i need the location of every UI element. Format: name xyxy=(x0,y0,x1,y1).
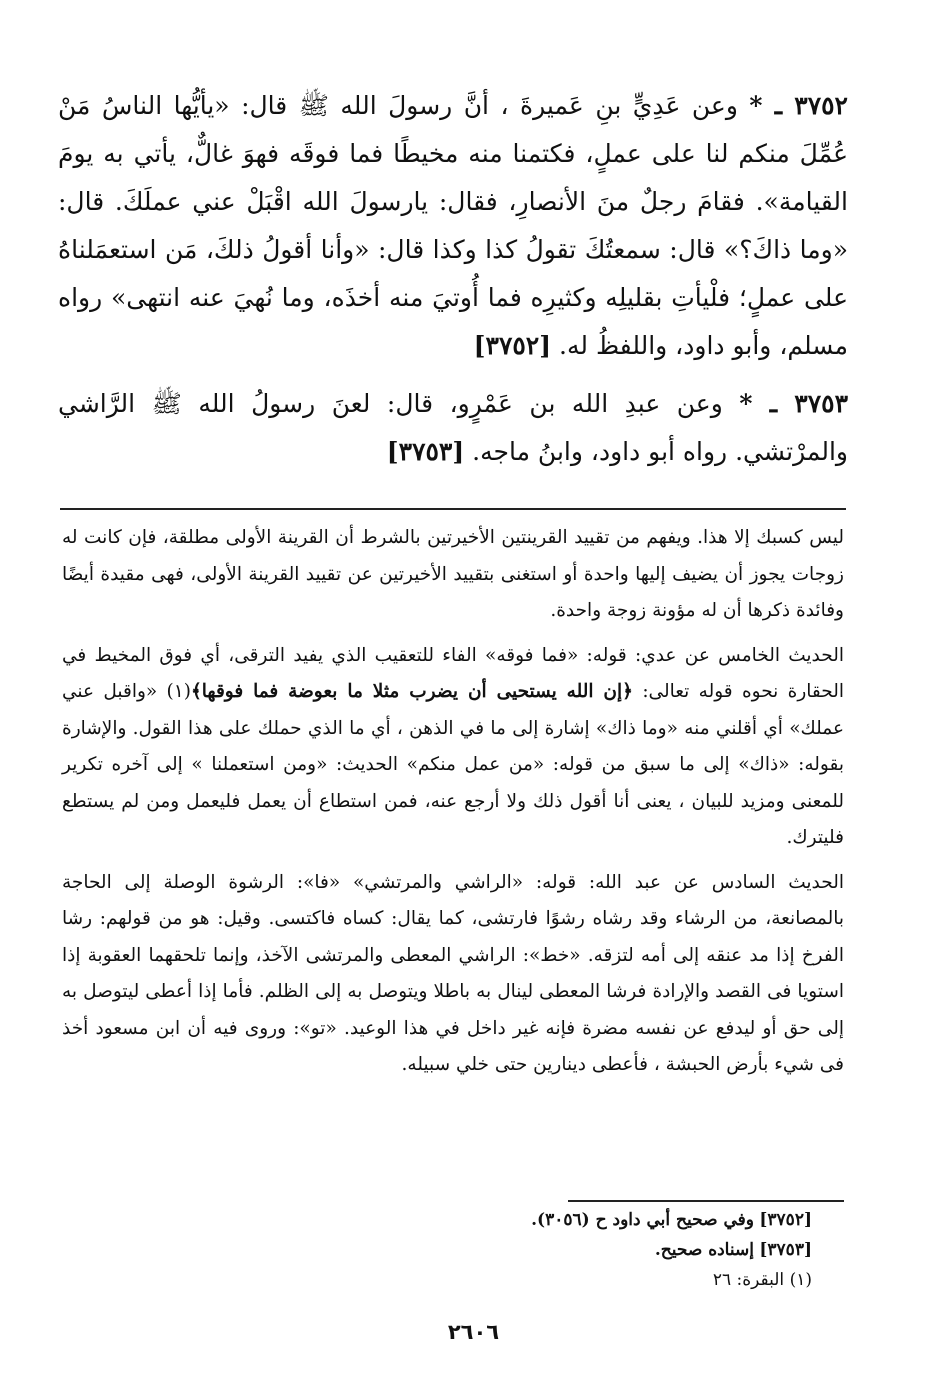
hadith-text: وعن عَدِيٍّ بنِ عَميرةَ ، أنَّ رسولَ الله ﷺ قال: «يأيُّها الناسُ مَنْ عُمِّلَ منكم لنا على عملٍ، فكتمنا منه مخيطًا فما فوقَه فهوَ غالٌّ، يأتي به يومَ القيامة». فقامَ رجلٌ منَ الأنصارِ، فقال: يارسولَ الله اقْبَلْ عني عملَكَ. قال: «وما ذاكَ؟» قال: سمعتُكَ تقولُ كذا وكذا قال: «وأنا أقولُ ذلكَ، مَن استعمَلناهُ على عملٍ؛ فلْيأتِ بقليلِه وكثيرِه فما أُوتيَ منه أخذَه، وما نُهيَ عنه انتهى» رواه مسلم، وأبو داود، واللفظُ له. xyxy=(58,91,848,360)
footnotes xyxy=(531,1205,812,1295)
hadith-reference: [٣٧٥٢] xyxy=(473,331,552,360)
hadith-3753 xyxy=(58,380,848,476)
hadith-3752 xyxy=(58,82,848,370)
hadith-number: ٣٧٥٢ ـ * xyxy=(749,91,848,120)
commentary-paragraph: ليس كسبك إلا هذا. ويفهم من تقييد القرينتين الأخيرتين بالشرط أن القرينة الأولى مطلقة، فإن كانت له زوجات يجوز أن يضيف إليها واحدة أو استغنى بتقييد الأخيرتين عن تقييد القرينة الأولى، فهى مقيدة أيضًا وفائدة ذكرها أن له مؤونة زوجة واحدة. xyxy=(62,527,844,621)
footnote-id: [٣٧٥٣] xyxy=(759,1240,812,1260)
footnote-text: وفي صحيح أبي داود ح (٣٠٥٦). xyxy=(531,1210,754,1230)
footnote-text: البقرة: ٢٦ xyxy=(712,1270,785,1290)
quran-verse: ﴿إن الله يستحيى أن يضرب مثلا ما بعوضة فما فوقها﴾ xyxy=(190,681,633,702)
commentary-paragraph: الحديث السادس عن عبد الله: قوله: «الراشي والمرتشي» «فا»: الرشوة الوصلة إلى الحاجة بالمصانعة، من الرشاء وقد رشاه رشوًا فارتشى، كما يقال: كساه فاكتسى. وقيل: هو من قولهم: رشا الفرخ إذا مد عنقه إلى أمه لتزقه. «خط»: الراشي المعطى والمرتشى الآخذ، وإنما تلحقهما العقوبة إذا استويا فى القصد والإرادة فرشا المعطى لينال به باطلا ويتوصل به إلى الظلم. فأما إذا أعطى ليتوصل به إلى حق أو ليدفع عن نفسه مضرة فإنه غير داخل في هذا الوعيد. «تو»: وروى فيه أن ابن مسعود أخذ فى شيء بأرض الحبشة ، فأعطى دينارين حتى خلي سبيله. xyxy=(62,871,844,1075)
commentary-text: الحديث الخامس عن عدي: قوله: «فما فوقه» الفاء للتعقيب الذي يفيد الترقى، أي فوق المخيط في الحقارة نحوه قوله تعالى: xyxy=(62,644,844,702)
hadith-reference: [٣٧٥٣] xyxy=(386,437,465,466)
hadith-section xyxy=(58,82,848,486)
footnote-text: إسناده صحيح. xyxy=(654,1240,754,1260)
footnote-id: (١) xyxy=(789,1270,812,1290)
page-number: ٢٦٠٦ xyxy=(447,1320,500,1344)
footnote xyxy=(531,1265,812,1295)
commentary xyxy=(62,520,844,1092)
hadith-text: وعن عبدِ الله بن عَمْرٍو، قال: لعنَ رسولُ الله ﷺ الرَّاشي والمرْتشي. رواه أبو داود، وابنُ ماجه. xyxy=(58,389,848,466)
footnote-id: [٣٧٥٢] xyxy=(759,1210,812,1230)
hadith-number: ٣٧٥٣ ـ * xyxy=(739,389,849,418)
footnote-divider xyxy=(568,1200,844,1202)
footnote xyxy=(531,1235,812,1265)
commentary-text: (١) «واقبل عني عملك» أي أقلني منه «وما ذاك» إشارة إلى ما في الذهن ، أي ما الذي حملك على هذا القول. والإشارة بقوله: «ذاك» إلى ما سبق من قوله: «من عمل منكم» الحديث: «ومن استعملنا » إلى آخره تكرير للمعنى ومزيد للبيان ، يعنى أنا أقول ذلك ولا أرجع عنه، فمن استطاع أن يعمل فليعمل ومن لم يستطع فليترك. xyxy=(62,681,844,848)
footnote xyxy=(531,1205,812,1235)
commentary-paragraph xyxy=(62,638,844,857)
section-divider xyxy=(60,508,846,510)
